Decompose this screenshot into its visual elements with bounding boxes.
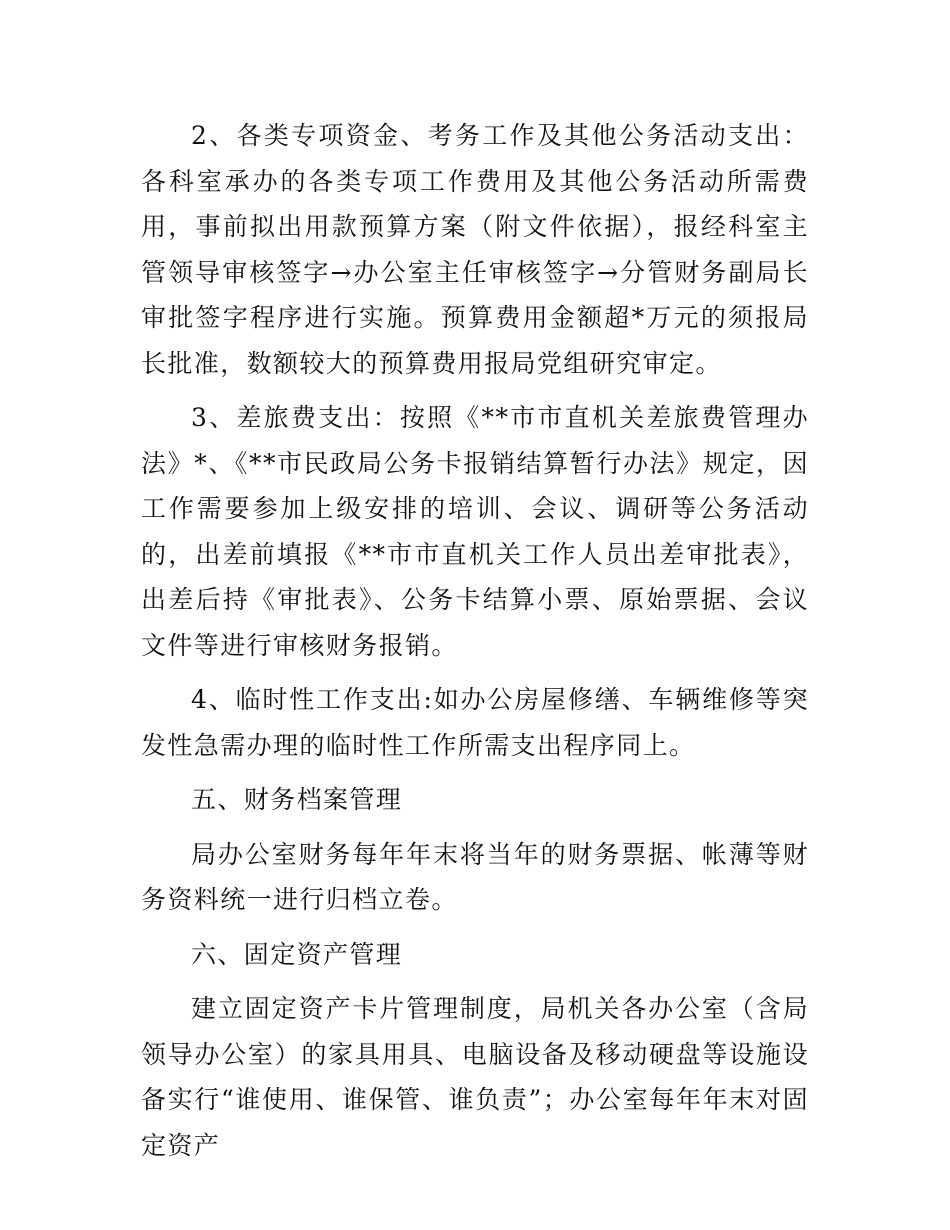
paragraph-financial-archives: 局办公室财务每年年末将当年的财务票据、帐薄等财务资料统一进行归档立卷。 xyxy=(141,839,809,914)
paragraph-travel-expenses: 3、差旅费支出：按照《**市市直机关差旅费管理办法》*、《**市民政局公务卡报销结算暂行办法》规定，因工作需要参加上级安排的培训、会议、调研等公务活动的，出差前填报《**市市直机关工作人员出差审批表》，出差后持《审批表》、公务卡结算小票、原始票据、会议文件等进行审核财务报销。 xyxy=(141,403,809,660)
document-body xyxy=(141,113,809,1168)
paragraph-special-funds: 2、各类专项资金、考务工作及其他公务活动支出：各科室承办的各类专项工作费用及其他公务活动所需费用，事前拟出用款预算方案（附文件依据），报经科室主管领导审核签字→办公室主任审核签字→分管财务副局长审批签字程序进行实施。预算费用金额超*万元的须报局长批准，数额较大的预算费用报局党组研究审定。 xyxy=(141,121,809,378)
section-heading-financial-archives: 五、财务档案管理 xyxy=(191,785,403,814)
paragraph-temporary-work: 4、临时性工作支出:如办公房屋修缮、车辆维修等突发性急需办理的临时性工作所需支出程序同上。 xyxy=(141,685,809,760)
section-heading-fixed-assets: 六、固定资产管理 xyxy=(191,939,403,969)
paragraph-fixed-assets: 建立固定资产卡片管理制度，局机关各办公室（含局领导办公室）的家具用具、电脑设备及移动硬盘等设施设备实行“谁使用、谁保管、谁负责”；办公室每年年末对固定资产 xyxy=(141,994,809,1160)
